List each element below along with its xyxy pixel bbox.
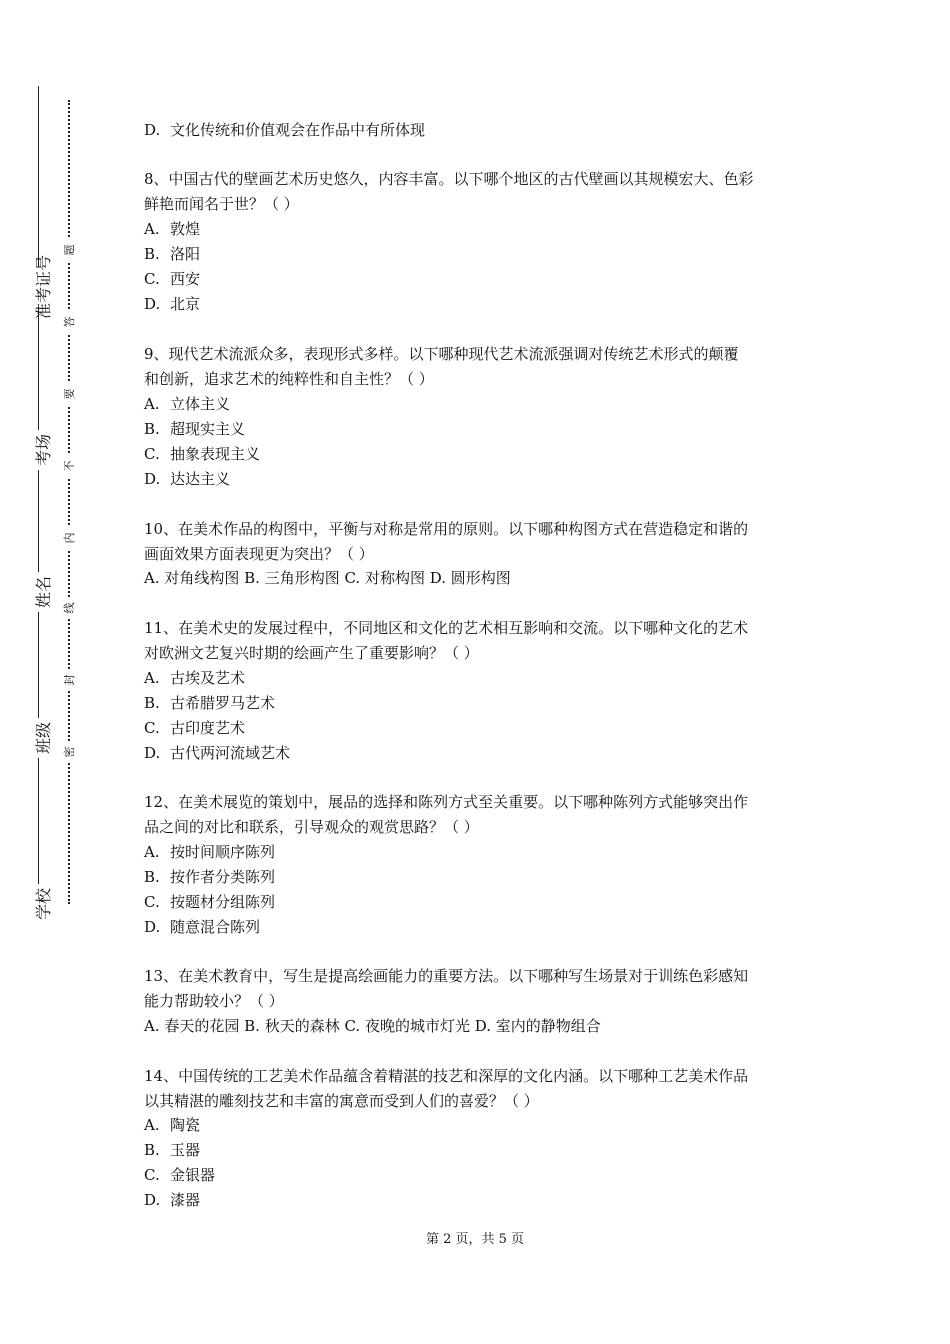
question-14-option-b — [144, 1138, 200, 1163]
question-8-option-a — [144, 217, 200, 242]
option-letter: A. — [144, 669, 160, 687]
option-text: 按时间顺序陈列 — [170, 843, 276, 861]
question-11-option-d — [144, 741, 290, 766]
option-letter: D. — [144, 470, 161, 488]
option-text: 金银器 — [170, 1166, 216, 1184]
question-14-stem-line-2: 以其精湛的雕刻技艺和丰富的寓意而受到人们的喜爱？（ ） — [144, 1092, 539, 1110]
option-text: 按作者分类陈列 — [170, 868, 276, 886]
question-14-option-a — [144, 1113, 200, 1138]
question-8-option-c — [144, 267, 200, 292]
option-text: 抽象表现主义 — [170, 445, 261, 463]
option-letter: B. — [144, 420, 160, 438]
question-13-stem-line-2: 能力帮助较小？（ ） — [144, 992, 284, 1010]
question-11-stem-line-2: 对欧洲文艺复兴时期的绘画产生了重要影响？（ ） — [144, 644, 479, 662]
option-text: 陶瓷 — [170, 1116, 201, 1134]
option-text: 文化传统和价值观会在作品中有所体现 — [170, 121, 426, 139]
option-text: 按题材分组陈列 — [170, 893, 276, 911]
seal-char: 题 — [58, 239, 80, 261]
question-11-stem-line-1: 11、在美术史的发展过程中，不同地区和文化的艺术相互影响和交流。以下哪种文化的艺术 — [144, 619, 749, 637]
option-letter: D. — [144, 918, 161, 936]
option-letter: C. — [144, 270, 160, 288]
question-10-inline-options: A. 对角线构图 B. 三角形构图 C. 对称构图 D. 圆形构图 — [144, 569, 511, 587]
field-label-class: 班级 — [22, 718, 62, 758]
option-text: 西安 — [170, 270, 201, 288]
question-9-stem-line-2: 和创新，追求艺术的纯粹性和自主性？（ ） — [144, 370, 434, 388]
question-11-option-a — [144, 666, 245, 691]
option-text: 北京 — [170, 295, 201, 313]
option-letter: C. — [144, 445, 160, 463]
option-text: 随意混合陈列 — [170, 918, 261, 936]
question-10-stem-line-1: 10、在美术作品的构图中，平衡与对称是常用的原则。以下哪种构图方式在营造稳定和谐的 — [144, 520, 749, 538]
question-12-stem-line-1: 12、在美术展览的策划中，展品的选择和陈列方式至关重要。以下哪种陈列方式能够突出作 — [144, 793, 749, 811]
option-text: 超现实主义 — [170, 420, 246, 438]
option-letter: B. — [144, 245, 160, 263]
question-8-stem-line-2: 鲜艳而闻名于世？（ ） — [144, 195, 299, 213]
question-8-option-d — [144, 292, 200, 317]
option-text: 古印度艺术 — [170, 719, 246, 737]
option-letter: C. — [144, 719, 160, 737]
option-text: 古埃及艺术 — [170, 669, 246, 687]
option-letter: B. — [144, 1141, 160, 1159]
seal-char: 封 — [58, 669, 80, 691]
question-12-option-a — [144, 840, 275, 865]
option-letter: A. — [144, 395, 160, 413]
question-13-stem-line-1: 13、在美术教育中，写生是提高绘画能力的重要方法。以下哪种写生场景对于训练色彩感知 — [144, 967, 749, 985]
option-text: 玉器 — [170, 1141, 201, 1159]
option-text: 古希腊罗马艺术 — [170, 694, 276, 712]
question-14-stem-line-1: 14、中国传统的工艺美术作品蕴含着精湛的技艺和深厚的文化内涵。以下哪种工艺美术作品 — [144, 1067, 749, 1085]
seal-char: 不 — [58, 455, 80, 477]
option-letter: A. — [144, 1116, 160, 1134]
option-letter: D. — [144, 121, 161, 139]
seal-char: 线 — [58, 597, 80, 619]
field-label-exam-room: 考场 — [22, 430, 62, 470]
option-text: 漆器 — [170, 1191, 201, 1209]
question-8-option-b — [144, 242, 200, 267]
prev-option-d — [144, 118, 425, 143]
option-text: 洛阳 — [170, 245, 201, 263]
question-12-option-b — [144, 865, 275, 890]
question-11-option-c — [144, 716, 245, 741]
question-9-option-c — [144, 442, 260, 467]
question-8-stem-line-1: 8、中国古代的壁画艺术历史悠久，内容丰富。以下哪个地区的古代壁画以其规模宏大、色彩 — [144, 170, 754, 188]
field-label-exam-number: 准考证号 — [22, 267, 62, 307]
option-text: 达达主义 — [170, 470, 231, 488]
option-letter: D. — [144, 1191, 161, 1209]
option-letter: D. — [144, 295, 161, 313]
question-12-option-d — [144, 915, 260, 940]
binding-margin — [0, 0, 110, 1344]
option-letter: D. — [144, 744, 161, 762]
seal-char: 要 — [58, 383, 80, 405]
question-9-option-b — [144, 417, 245, 442]
question-9-option-a — [144, 392, 230, 417]
option-letter: C. — [144, 1166, 160, 1184]
question-12-option-c — [144, 890, 275, 915]
option-text: 古代两河流域艺术 — [170, 744, 291, 762]
question-10-stem-line-2: 画面效果方面表现更为突出？（ ） — [144, 545, 374, 563]
option-text: 立体主义 — [170, 395, 231, 413]
option-letter: C. — [144, 893, 160, 911]
option-letter: A. — [144, 843, 160, 861]
question-11-option-b — [144, 691, 275, 716]
seal-char: 内 — [58, 527, 80, 549]
seal-char: 答 — [58, 311, 80, 333]
binding-dotted-line — [68, 100, 70, 904]
field-label-name: 姓名 — [22, 572, 62, 612]
option-text: 敦煌 — [170, 220, 201, 238]
field-label-school: 学校 — [22, 884, 62, 924]
question-12-stem-line-2: 品之间的对比和联系，引导观众的观赏思路？（ ） — [144, 818, 479, 836]
binding-solid-line — [38, 86, 39, 916]
page-footer: 第 2 页，共 5 页 — [425, 1232, 525, 1247]
question-14-option-c — [144, 1163, 215, 1188]
option-letter: A. — [144, 220, 160, 238]
option-letter: B. — [144, 868, 160, 886]
question-9-stem-line-1: 9、现代艺术流派众多，表现形式多样。以下哪种现代艺术流派强调对传统艺术形式的颠覆 — [144, 345, 739, 363]
seal-char: 密 — [58, 741, 80, 763]
question-9-option-d — [144, 467, 230, 492]
option-letter: B. — [144, 694, 160, 712]
question-14-option-d — [144, 1188, 200, 1213]
question-13-inline-options: A. 春天的花园 B. 秋天的森林 C. 夜晚的城市灯光 D. 室内的静物组合 — [144, 1017, 601, 1035]
